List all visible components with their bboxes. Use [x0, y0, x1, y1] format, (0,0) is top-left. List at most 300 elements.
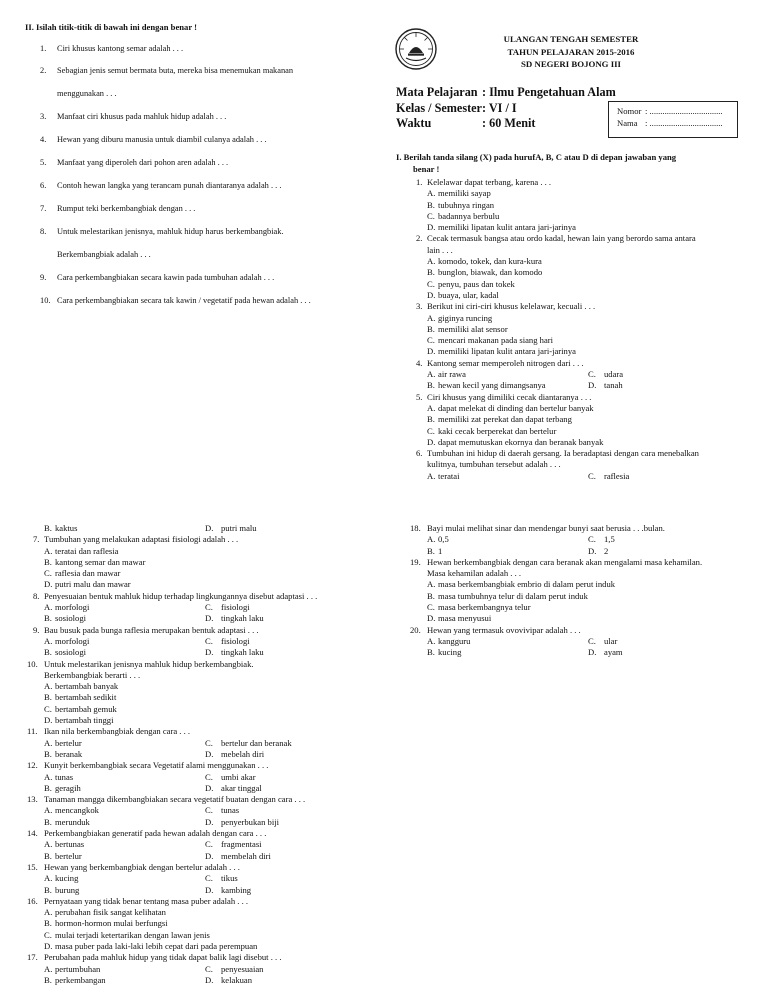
item-text: bertelur dan beranak	[221, 737, 292, 748]
item-marker: C.	[427, 602, 435, 613]
item-marker: D.	[44, 715, 53, 726]
item-marker: 20.	[410, 624, 421, 635]
question-row	[410, 568, 755, 579]
item-marker: 19.	[410, 556, 421, 567]
item-marker: A.	[44, 737, 53, 748]
item-marker: B.	[427, 545, 435, 556]
item-text: tikus	[221, 873, 238, 884]
option-row	[410, 636, 755, 647]
question-row	[27, 659, 372, 670]
class-value: : VI / I	[482, 100, 517, 115]
item-text: dapat melekat di dinding dan bertelur banyak	[438, 402, 594, 413]
item-text: badannya berbulu	[438, 210, 500, 221]
item-marker: 13.	[27, 794, 38, 805]
class-label: Kelas / Semester	[396, 100, 482, 115]
option-row	[410, 267, 750, 278]
item-marker: A.	[427, 369, 436, 380]
option-row	[410, 335, 750, 346]
item-marker: A.	[427, 188, 436, 199]
item-text: hewan kecil yang dimangsanya	[438, 380, 546, 391]
item-marker: B.	[427, 590, 435, 601]
item-text: 2	[604, 545, 609, 556]
item-text: Perkembangbiakan generatif pada hewan adalah dengan cara . . .	[44, 828, 267, 839]
option-row	[410, 346, 750, 357]
subject-label: Mata Pelajaran	[396, 85, 478, 99]
item-marker: B.	[427, 414, 435, 425]
option-row	[27, 715, 372, 726]
question-text: Manfaat ciri khusus pada mahluk hidup adalah . . .	[57, 112, 227, 121]
question-text: Sebagian jenis semut bermata buta, mereka bisa menemukan makanan	[57, 66, 294, 75]
question-row	[410, 625, 755, 636]
item-marker: 3.	[416, 301, 423, 312]
item-text: Masa kehamilan adalah . . .	[427, 568, 522, 579]
item-text: kucing	[55, 873, 79, 884]
question-number: 3.	[40, 112, 47, 121]
item-text: kantong semar dan mawar	[55, 556, 146, 567]
question-row	[410, 459, 750, 470]
item-text: Berikut ini ciri-ciri khusus kelelawar, kecuali . . .	[427, 301, 596, 312]
item-marker: D.	[205, 884, 214, 895]
item-text: tingkah laku	[221, 613, 264, 624]
item-text: Tumbuhan yang melakukan adaptasi fisiologi adalah . . .	[44, 534, 239, 545]
item-text: tunas	[55, 771, 74, 782]
item-marker: D.	[205, 647, 214, 658]
item-text: 1	[438, 545, 443, 556]
item-text: perubahan fisik sangat kelihatan	[55, 907, 166, 918]
item-marker: C.	[588, 470, 596, 481]
item-text: bertambah banyak	[55, 681, 119, 692]
question-text: Cara perkembangbiakan secara kawin pada tumbuhan adalah . . .	[57, 273, 275, 282]
item-marker: D.	[205, 850, 214, 861]
item-text: kaktus	[55, 523, 78, 533]
item-text: bertambah tinggi	[55, 715, 114, 726]
item-text: mebelah diri	[221, 748, 265, 759]
item-marker: B.	[44, 556, 52, 567]
option-row	[27, 557, 372, 568]
item-marker: C.	[205, 805, 213, 816]
exam-header	[456, 33, 686, 71]
item-text: tubuhnya ringan	[438, 199, 495, 210]
item-text: fisiologi	[221, 635, 250, 646]
item-text: Kantong semar memperoleh nitrogen dari . . .	[427, 357, 584, 368]
item-text: Hewan yang berkembangbiak dengan bertelur adalah . . .	[44, 861, 240, 872]
item-text: umbi akar	[221, 771, 256, 782]
option-row	[410, 546, 755, 557]
item-marker: 8.	[33, 590, 40, 601]
item-marker: A.	[427, 579, 436, 590]
exam-meta	[396, 85, 616, 132]
item-marker: 7.	[33, 534, 40, 545]
item-marker: 9.	[33, 624, 40, 635]
question-text: Ciri khusus kantong semar adalah . . .	[57, 44, 184, 53]
item-marker: A.	[44, 907, 53, 918]
item-marker: D.	[205, 816, 214, 827]
item-text: geragih	[55, 782, 81, 793]
subject-value: : Ilmu Pengetahuan Alam	[482, 85, 616, 99]
item-marker: B.	[427, 267, 435, 278]
item-text: pertumbuhan	[55, 963, 101, 974]
item-marker: D.	[427, 613, 436, 624]
question-row	[27, 726, 372, 737]
question-row	[410, 557, 755, 568]
item-marker: A.	[427, 470, 436, 481]
question-row	[27, 862, 372, 873]
header-title: ULANGAN TENGAH SEMESTER	[503, 34, 639, 44]
question-number: 7.	[40, 204, 47, 213]
item-text: masa menyusui	[438, 613, 492, 624]
item-text: Perubahan pada mahluk hidup yang tidak dapat balik lagi disebut . . .	[44, 952, 282, 963]
item-text: udara	[604, 369, 624, 380]
section2-title: II. Isilah titik-titik di bawah ini dengan benar !	[25, 22, 198, 32]
option-row	[27, 681, 372, 692]
question-row	[410, 448, 750, 459]
question-number: 5.	[40, 158, 47, 167]
item-text: kangguru	[438, 635, 471, 646]
question-row	[27, 896, 372, 907]
item-text: raflesia dan mawar	[55, 568, 121, 579]
question-text: menggunakan . . .	[57, 89, 117, 98]
item-marker: A.	[44, 805, 53, 816]
question-row	[410, 301, 750, 312]
item-marker: 17.	[27, 952, 38, 963]
option-row	[27, 885, 372, 896]
item-marker: A.	[427, 534, 436, 545]
item-text: ular	[604, 635, 618, 646]
question-row	[27, 760, 372, 771]
item-text: Bayi mulai melihat sinar dan mendengar bunyi saat berusia . . .bulan.	[427, 523, 665, 533]
option-row	[27, 783, 372, 794]
item-text: Berkembangbiak berarti . . .	[44, 669, 141, 680]
item-text: penyu, paus dan tokek	[438, 278, 515, 289]
option-row	[410, 211, 750, 222]
question-row	[410, 392, 750, 403]
item-marker: C.	[44, 929, 52, 940]
item-text: Bau busuk pada bunga raflesia merupakan bentuk adaptasi . . .	[44, 624, 259, 635]
item-text: beranak	[55, 748, 83, 759]
question-number: 10.	[40, 296, 51, 305]
question-row	[27, 952, 372, 963]
item-marker: C.	[205, 737, 213, 748]
item-marker: D.	[44, 579, 53, 590]
option-row	[27, 546, 372, 557]
item-text: 0,5	[438, 534, 449, 545]
question-text: Contoh hewan langka yang terancam punah diantaranya adalah . . .	[57, 181, 282, 190]
question-number: 8.	[40, 227, 47, 236]
item-marker: C.	[427, 278, 435, 289]
item-marker: 12.	[27, 760, 38, 771]
item-marker: A.	[44, 963, 53, 974]
option-row	[410, 380, 750, 391]
item-text: Pernyataan yang tidak benar tentang masa puber adalah . . .	[44, 895, 249, 906]
item-text: ayam	[604, 647, 623, 658]
item-text: bertambah sedikit	[55, 692, 117, 703]
option-row	[27, 975, 372, 986]
option-row	[410, 324, 750, 335]
item-marker: A.	[427, 635, 436, 646]
option-row	[410, 279, 750, 290]
question-row	[410, 177, 750, 188]
item-text: tunas	[221, 805, 240, 816]
item-text: Cecak termasuk bangsa atau ordo kadal, hewan lain yang berordo sama antara	[427, 233, 696, 244]
option-row	[410, 403, 750, 414]
item-marker: B.	[44, 782, 52, 793]
item-text: bertunas	[55, 839, 85, 850]
option-row	[410, 222, 750, 233]
item-marker: A.	[427, 256, 436, 267]
item-text: burung	[55, 884, 80, 895]
option-row	[27, 964, 372, 975]
header-year: TAHUN PELAJARAN 2015-2016	[507, 46, 635, 57]
item-marker: C.	[44, 703, 52, 714]
item-text: 1,5	[604, 534, 615, 545]
item-marker: 16.	[27, 895, 38, 906]
option-row	[27, 749, 372, 760]
option-row	[27, 568, 372, 579]
option-row	[27, 704, 372, 715]
question-row	[410, 523, 755, 534]
nama-label: Nama	[617, 118, 638, 129]
item-marker: A.	[44, 681, 53, 692]
question-number: 1.	[40, 44, 47, 53]
item-text: Hewan berkembangbiak dengan cara beranak akan mengalami masa kehamilan.	[427, 556, 703, 567]
option-row	[27, 772, 372, 783]
option-row	[27, 873, 372, 884]
item-marker: 1.	[416, 177, 423, 187]
question-row	[27, 625, 372, 636]
item-marker: B.	[44, 748, 52, 759]
item-text: tanah	[604, 380, 623, 391]
option-row	[27, 579, 372, 590]
item-marker: B.	[44, 850, 52, 861]
item-text: air rawa	[438, 369, 466, 380]
item-marker: D.	[205, 613, 214, 624]
item-text: komodo, tokek, dan kura-kura	[438, 256, 542, 267]
item-marker: D.	[427, 222, 436, 233]
item-marker: C.	[205, 839, 213, 850]
item-text: penyerbukan biji	[221, 816, 279, 827]
item-text: memiliki lipatan kulit antara jari-jarinya	[438, 222, 576, 233]
section2-list	[40, 44, 370, 314]
option-row	[410, 437, 750, 448]
option-row	[410, 369, 750, 380]
item-marker: 2.	[416, 233, 423, 244]
item-marker: D.	[205, 523, 214, 533]
item-marker: B.	[44, 613, 52, 624]
item-text: perkembangan	[55, 974, 106, 985]
item-text: memiliki zat perekat dan dapat terbang	[438, 414, 572, 425]
option-row	[410, 471, 750, 482]
item-text: teratai dan raflesia	[55, 545, 119, 556]
item-marker: C.	[427, 335, 435, 346]
item-text: morfologi	[55, 602, 90, 613]
item-marker: 18.	[410, 523, 421, 533]
question-row	[27, 591, 372, 602]
item-text: teratai	[438, 470, 460, 481]
question-row	[410, 233, 750, 244]
item-text: dapat memutuskan ekornya dan beranak banyak	[438, 436, 604, 447]
item-marker: C.	[588, 534, 596, 545]
item-marker: 6.	[416, 448, 423, 459]
option-row	[27, 523, 372, 534]
item-text: putri malu	[221, 523, 257, 533]
item-text: giginya runcing	[438, 312, 493, 323]
question-row	[410, 245, 750, 256]
item-marker: B.	[44, 647, 52, 658]
item-marker: A.	[44, 839, 53, 850]
item-text: akar tinggal	[221, 782, 262, 793]
option-row	[410, 579, 755, 590]
section1-title	[396, 151, 746, 175]
option-row	[27, 805, 372, 816]
time-label: Waktu	[396, 116, 432, 131]
option-row	[27, 907, 372, 918]
option-row	[410, 188, 750, 199]
question-text: Manfaat yang diperoleh dari pohon aren adalah . . .	[57, 158, 229, 167]
item-marker: B.	[44, 884, 52, 895]
item-text: sosiologi	[55, 613, 87, 624]
item-text: bertelur	[55, 850, 82, 861]
item-marker: C.	[588, 635, 596, 646]
item-marker: B.	[427, 323, 435, 334]
option-row	[27, 839, 372, 850]
item-text: masa berkembangbiak embrio di dalam perut induk	[438, 579, 616, 590]
item-marker: A.	[44, 873, 53, 884]
item-text: Tanaman mangga dikembangbiakan secara vegetatif buatan dengan cara . . .	[44, 794, 306, 805]
option-row	[27, 636, 372, 647]
question-row	[27, 828, 372, 839]
option-row	[27, 817, 372, 828]
option-row	[27, 930, 372, 941]
item-marker: A.	[44, 602, 53, 613]
nomor-field[interactable]: : ..................................	[645, 106, 723, 116]
option-row	[27, 692, 372, 703]
item-text: penyesuaian	[221, 963, 264, 974]
item-marker: C.	[427, 425, 435, 436]
question-number: 6.	[40, 181, 47, 190]
item-text: Penyesuaian bentuk mahluk hidup terhadap lingkungannya disebut adaptasi . . .	[44, 590, 318, 601]
section1-title-line2: benar !	[413, 164, 440, 174]
item-marker: 14.	[27, 828, 38, 839]
item-text: fragmentasi	[221, 839, 262, 850]
question-number: 2.	[40, 66, 47, 75]
item-marker: C.	[44, 568, 52, 579]
item-text: Kunyit berkembangbiak secara Vegetatif alami menggunakan . . .	[44, 760, 269, 771]
item-marker: B.	[44, 974, 52, 985]
item-marker: B.	[44, 692, 52, 703]
item-marker: D.	[44, 940, 53, 951]
item-marker: B.	[44, 816, 52, 827]
item-marker: A.	[427, 312, 436, 323]
item-marker: A.	[44, 635, 53, 646]
item-marker: D.	[588, 647, 597, 658]
nomor-label: Nomor	[617, 106, 642, 116]
item-marker: D.	[427, 436, 436, 447]
item-text: memiliki alat sensor	[438, 323, 508, 334]
item-marker: A.	[44, 771, 53, 782]
option-row	[410, 313, 750, 324]
item-text: memiliki lipatan kulit antara jari-jarinya	[438, 346, 576, 357]
option-row	[410, 613, 755, 624]
question-number: 4.	[40, 135, 47, 144]
item-text: mulai terjadi ketertarikan dengan lawan jenis	[55, 929, 210, 940]
item-marker: B.	[427, 647, 435, 658]
option-row	[410, 414, 750, 425]
item-marker: D.	[205, 748, 214, 759]
nama-field[interactable]: : ..................................	[645, 118, 723, 129]
item-text: buaya, ular, kadal	[438, 289, 499, 300]
item-text: kambing	[221, 884, 252, 895]
option-row	[27, 918, 372, 929]
student-id-box	[608, 101, 738, 138]
item-marker: D.	[205, 782, 214, 793]
question-text: Untuk melestarikan jenisnya, mahluk hidup harus berkembangbiak.	[57, 227, 284, 236]
item-marker: D.	[205, 974, 214, 985]
item-text: putri malu dan mawar	[55, 579, 131, 590]
item-text: memiliki sayap	[438, 188, 491, 199]
item-marker: B.	[427, 199, 435, 210]
item-marker: 5.	[416, 391, 423, 402]
item-text: sosiologi	[55, 647, 87, 658]
question-text: Hewan yang diburu manusia untuk diambil culanya adalah . . .	[57, 135, 267, 144]
item-text: Hewan yang termasuk ovovivipar adalah . . .	[427, 624, 581, 635]
item-text: bertelur	[55, 737, 82, 748]
question-row	[27, 670, 372, 681]
time-value: : 60 Menit	[482, 116, 536, 131]
option-row	[27, 851, 372, 862]
mc-block-top-right	[410, 177, 750, 482]
item-marker: B.	[44, 523, 52, 533]
item-text: masa tumbuhnya telur di dalam perut induk	[438, 590, 588, 601]
item-text: merunduk	[55, 816, 90, 827]
school-logo	[395, 28, 437, 70]
item-marker: A.	[427, 402, 436, 413]
item-marker: C.	[427, 210, 435, 221]
question-row	[27, 534, 372, 545]
item-text: Tumbuhan ini hidup di daerah gersang. Ia beradaptasi dengan cara menebalkan	[427, 448, 699, 459]
item-marker: B.	[427, 380, 435, 391]
item-marker: 4.	[416, 357, 423, 368]
item-marker: D.	[427, 346, 436, 357]
item-marker: D.	[588, 380, 597, 391]
option-row	[410, 602, 755, 613]
question-number: 9.	[40, 273, 47, 282]
section1-title-line1: I. Berilah tanda silang (X) pada hurufA, B, C atau D di depan jawaban yang	[396, 152, 677, 162]
item-marker: 15.	[27, 861, 38, 872]
item-marker: D.	[588, 545, 597, 556]
option-row	[27, 613, 372, 624]
item-text: kaki cecak berperekat dan bertelur	[438, 425, 557, 436]
option-row	[27, 647, 372, 658]
item-text: morfologi	[55, 635, 90, 646]
option-row	[27, 738, 372, 749]
mc-block-bottom-left	[27, 523, 372, 986]
item-text: bunglon, biawak, dan komodo	[438, 267, 543, 278]
question-text: Cara perkembangbiakan secara tak kawin / vegetatif pada hewan adalah . . .	[57, 296, 311, 305]
item-text: Ciri khusus yang dimiliki cecak diantaranya . . .	[427, 391, 592, 402]
item-text: fisiologi	[221, 602, 250, 613]
option-row	[410, 647, 755, 658]
option-row	[410, 534, 755, 545]
item-text: kucing	[438, 647, 462, 658]
item-text: Kelelawar dapat terbang, karena . . .	[427, 177, 552, 187]
option-row	[410, 591, 755, 602]
option-row	[27, 602, 372, 613]
item-text: masa puber pada laki-laki lebih cepat dari pada perempuan	[55, 940, 258, 951]
item-text: hormon-hormon mulai berfungsi	[55, 918, 168, 929]
item-marker: C.	[205, 771, 213, 782]
item-marker: B.	[44, 918, 52, 929]
item-text: tingkah laku	[221, 647, 264, 658]
